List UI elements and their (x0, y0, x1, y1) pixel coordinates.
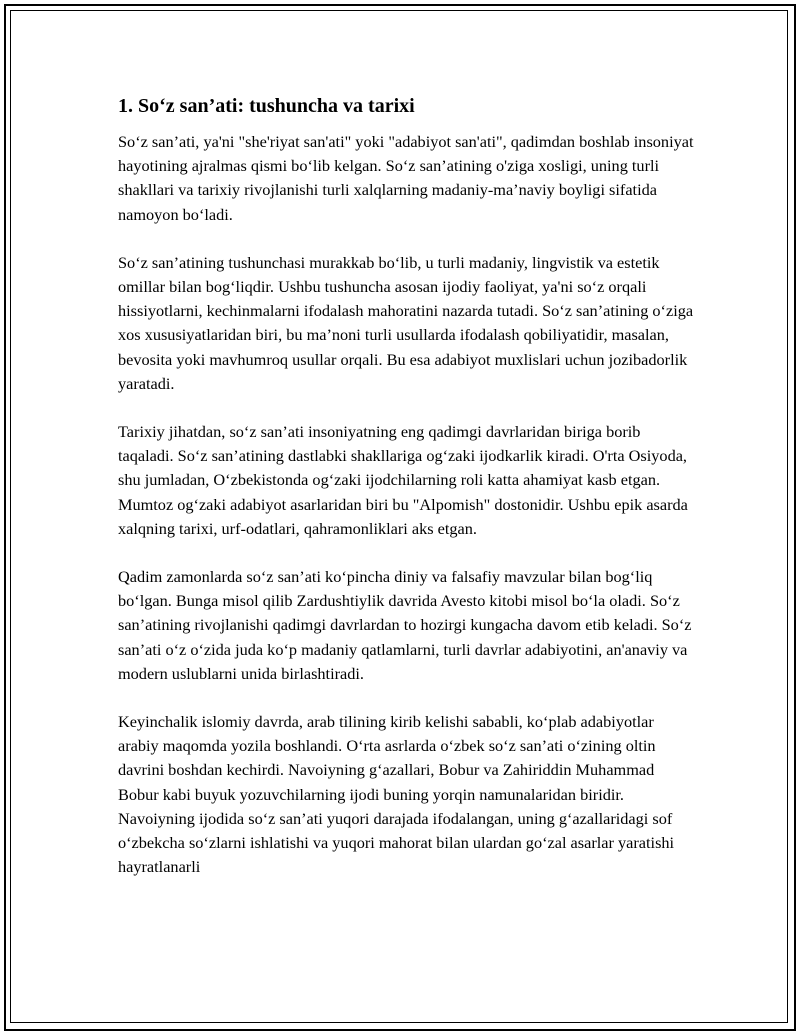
paragraph-4: Qadim zamonlarda so‘z san’ati ko‘pincha diniy va falsafiy mavzular bilan bog‘liq bo‘lgan. Bunga misol qilib Zardushtiylik davrida Avesto kitobi misol bo‘la oladi. So‘z san’atining rivojlanishi qadimgi davrlardan to hozirgi kungacha davom etib keladi. So‘z san’ati o‘z o‘zida juda ko‘p madaniy qatlamlarni, turli davrlar adabiyotini, an'anaviy va modern uslublarni unida birlashtiradi. (118, 567, 692, 683)
paragraph-5: Keyinchalik islomiy davrda, arab tilining kirib kelishi sababli, ko‘plab adabiyotlar arabiy maqomda yozila boshlandi. O‘rta asrlarda o‘zbek so‘z san’ati o‘zining oltin davrini boshdan kechirdi. Navoiyning g‘azallari, Bobur va Zahiriddin Muhammad Bobur kabi buyuk yozuvchilarning ijodi buning yorqin namunalaridan biridir. Navoiyning ijodida so‘z san’ati yuqori darajada ifodalangan, uning g‘azallaridagi sof o‘zbekcha so‘zlarni ishlatishi va yuqori mahorat bilan ulardan go‘zal asarlar yaratishi hayratlanarli (118, 712, 675, 877)
document-body (118, 92, 698, 903)
paragraph-2: So‘z san’atining tushunchasi murakkab bo‘lib, u turli madaniy, lingvistik va estetik omillar bilan bog‘liqdir. Ushbu tushuncha asosan ijodiy faoliyat, ya'ni so‘z orqali hissiyotlarni, kechinmalarni ifodalash mahoratini nazarda tutadi. So‘z san’atining o‘ziga xos xususiyatlaridan biri, bu ma’noni turli usullarda ifodalash qobiliyatidir, masalan, bevosita yoki mavhumroq usullar orqali. Bu esa adabiyot muxlislari uchun jozibadorlik yaratadi. (118, 252, 694, 393)
paragraph-1: So‘z san’ati, ya'ni "she'riyat san'ati" yoki "adabiyot san'ati", qadimdan boshlab insoniyat hayotining ajralmas qismi bo‘lib kelgan. So‘z san’atining o'ziga xosligi, uning turli shakllari va tarixiy rivojlanishi turli xalqlarning madaniy-ma’naviy boyligi sifatida namoyon bo‘ladi. (118, 132, 694, 224)
section-heading: 1. So‘z san’ati: tushuncha va tarixi (118, 95, 415, 117)
paragraph-3: Tarixiy jihatdan, so‘z san’ati insoniyatning eng qadimgi davrlaridan biriga borib taqaladi. So‘z san’atining dastlabki shakllariga og‘zaki ijodkarlik kiradi. O'rta Osiyoda, shu jumladan, O‘zbekistonda og‘zaki ijodchilarning roli katta ahamiyat kasb etgan. Mumtoz og‘zaki adabiyot asarlaridan biri bu "Alpomish" dostonidir. Ushbu epik asarda xalqning tarixi, urf-odatlari, qahramonliklari aks etgan. (118, 422, 688, 538)
